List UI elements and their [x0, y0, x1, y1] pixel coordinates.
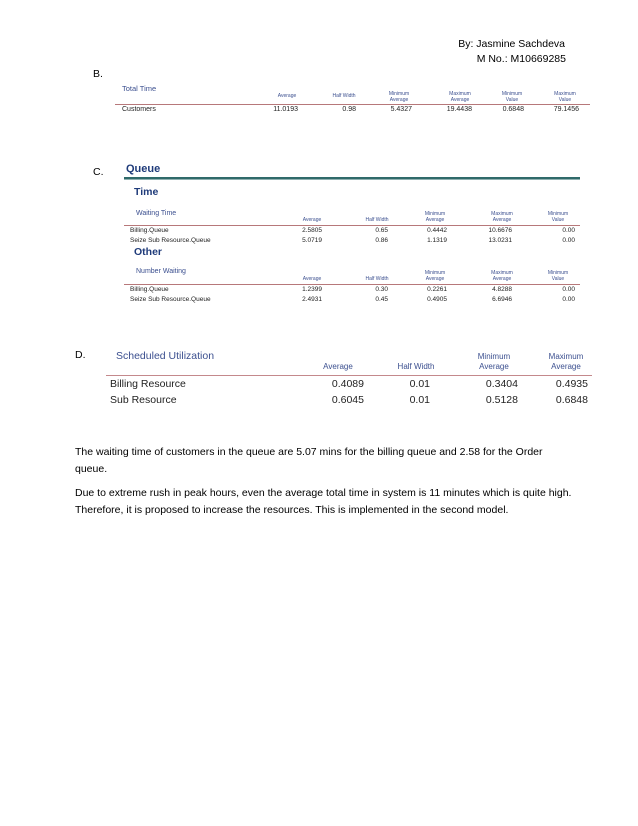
table-divider: [115, 104, 590, 105]
table-divider: [124, 284, 580, 285]
table-cell: 79.1456: [553, 106, 579, 113]
table-cell: 0.6045: [331, 394, 364, 406]
author-name: By: Jasmine Sachdeva: [458, 38, 565, 50]
table-cell: 0.01: [409, 378, 430, 390]
column-header: Maximum Average: [548, 352, 584, 371]
table-cell: 0.00: [562, 227, 575, 234]
column-header: Minimum Average: [424, 270, 446, 282]
total-time-table: [110, 78, 590, 123]
table-cell: 2.5805: [302, 227, 322, 234]
table-divider: [106, 375, 592, 376]
table-cell: 0.00: [562, 237, 575, 244]
table-cell: 6.6946: [492, 296, 512, 303]
column-header: Maximum Average: [491, 211, 513, 223]
row-label: Seize Sub Resource.Queue: [130, 237, 211, 244]
table-divider: [124, 225, 580, 226]
row-label: Billing.Queue: [130, 286, 169, 293]
student-number: M No.: M10669285: [476, 53, 566, 65]
table-cell: 0.6848: [555, 394, 588, 406]
column-header: Minimum Value: [501, 91, 523, 103]
column-header: Minimum Average: [388, 91, 410, 103]
column-header: Minimum Average: [477, 352, 511, 371]
column-header: Maximum Average: [449, 91, 471, 103]
waiting-time-group: Waiting Time: [136, 210, 177, 217]
table-cell: 1.2399: [302, 286, 322, 293]
table-cell: 0.45: [375, 296, 388, 303]
table-cell: 0.6848: [502, 106, 524, 113]
table-cell: 0.00: [562, 296, 575, 303]
queue-title: Queue: [126, 163, 161, 175]
table-cell: 0.98: [342, 106, 356, 113]
table-cell: 19.4438: [446, 106, 472, 113]
time-subtitle: Time: [134, 186, 159, 198]
table-cell: 0.00: [562, 286, 575, 293]
table-cell: 0.4935: [555, 378, 588, 390]
table-cell: 0.30: [375, 286, 388, 293]
table-cell: 0.86: [375, 237, 388, 244]
column-header: Half Width: [397, 362, 435, 371]
row-label: Billing Resource: [110, 378, 186, 390]
table-cell: 0.4905: [427, 296, 447, 303]
table-cell: 0.65: [375, 227, 388, 234]
number-waiting-group: Number Waiting: [136, 268, 186, 275]
queue-report: [118, 160, 580, 310]
table-title: Total Time: [122, 84, 157, 93]
column-header: Average: [302, 217, 322, 223]
table-cell: 1.1319: [427, 237, 447, 244]
column-header: Average: [302, 276, 322, 282]
author-block: [458, 37, 565, 67]
column-header: Minimum Value: [547, 270, 569, 282]
section-label-c: C.: [93, 166, 104, 178]
column-header: Minimum Value: [547, 211, 569, 223]
row-label: Billing.Queue: [130, 227, 169, 234]
column-header: Average: [323, 362, 353, 371]
table-cell: 0.5128: [485, 394, 518, 406]
column-header: Half Width: [332, 93, 356, 99]
table-cell: 11.0193: [273, 106, 298, 113]
column-header: Half Width: [365, 276, 389, 282]
table-cell: 0.2261: [427, 286, 447, 293]
table-cell: 10.6676: [488, 227, 512, 234]
row-label: Seize Sub Resource.Queue: [130, 296, 211, 303]
table-cell: 5.0719: [302, 237, 322, 244]
scheduled-utilization-table: [106, 346, 592, 414]
column-header: Maximum Average: [491, 270, 513, 282]
table-cell: 2.4931: [302, 296, 322, 303]
table-cell: 5.4327: [390, 106, 412, 113]
table-title: Scheduled Utilization: [116, 350, 215, 362]
column-header: Half Width: [365, 217, 389, 223]
section-label-b: B.: [93, 68, 103, 80]
paragraph-resources: Due to extreme rush in peak hours, even the average total time in system is 11 minutes which is quite high. Therefore, it is proposed to increase the resources. This is implemented in the second model.: [75, 487, 572, 516]
column-header: Average: [277, 93, 297, 99]
row-label: Sub Resource: [110, 394, 177, 406]
table-cell: 4.8288: [492, 286, 512, 293]
table-cell: 0.01: [409, 394, 430, 406]
table-cell: 0.3404: [485, 378, 518, 390]
table-cell: 13.0231: [488, 237, 512, 244]
section-label-d: D.: [75, 349, 86, 361]
other-subtitle: Other: [134, 246, 163, 258]
queue-title-rule-light: [124, 179, 580, 180]
column-header: Minimum Average: [424, 211, 446, 223]
column-header: Maximum Value: [554, 91, 576, 103]
table-cell: 0.4089: [331, 378, 364, 390]
table-cell: 0.4442: [427, 227, 447, 234]
paragraph-waiting-time: The waiting time of customers in the queue are 5.07 mins for the billing queue and 2.58 for the Order queue.: [75, 446, 543, 475]
row-label: Customers: [122, 106, 156, 113]
